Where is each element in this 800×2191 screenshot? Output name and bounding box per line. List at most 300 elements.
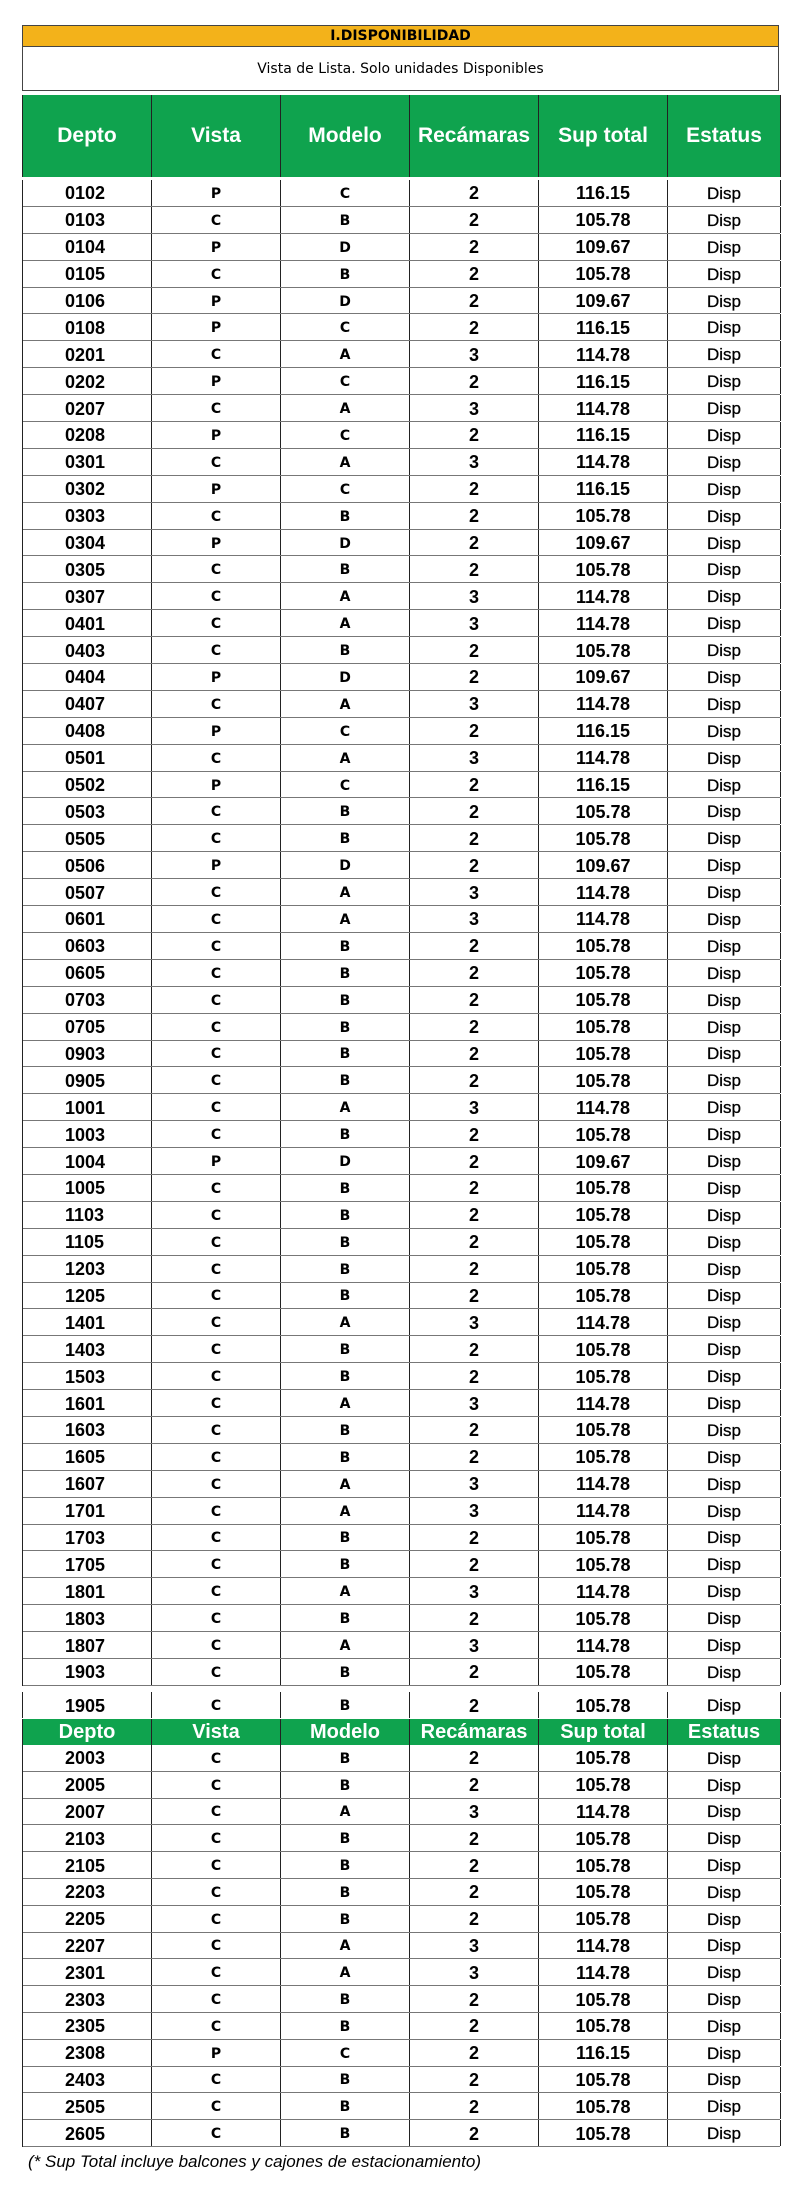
cell-estatus: Disp [668, 476, 781, 502]
cell-depto: 0905 [23, 1067, 152, 1093]
cell-recamaras: 2 [410, 234, 539, 260]
cell-depto: 2505 [23, 2093, 152, 2119]
cell-depto: 0407 [23, 691, 152, 717]
cell-depto: 0103 [23, 207, 152, 233]
cell-depto: 0603 [23, 933, 152, 959]
cell-sup-total: 109.67 [539, 1148, 668, 1174]
cell-recamaras: 2 [410, 1551, 539, 1577]
cell-estatus: Disp [668, 906, 781, 932]
cell-depto: 0601 [23, 906, 152, 932]
cell-sup-total: 105.78 [539, 1121, 668, 1147]
table-row [23, 1632, 780, 1659]
cell-sup-total: 114.78 [539, 1933, 668, 1959]
cell-depto: 2205 [23, 1906, 152, 1932]
cell-vista: C [152, 1014, 281, 1040]
table-row [23, 691, 780, 718]
cell-recamaras: 2 [410, 1121, 539, 1147]
cell-estatus: Disp [668, 1417, 781, 1443]
document-title: I.DISPONIBILIDAD [22, 25, 779, 47]
cell-sup-total: 105.78 [539, 1444, 668, 1470]
cell-recamaras: 2 [410, 503, 539, 529]
cell-modelo: D [281, 288, 410, 314]
cell-vista: C [152, 583, 281, 609]
cell-depto: 1703 [23, 1525, 152, 1551]
cell-vista: P [152, 1148, 281, 1174]
cell-estatus: Disp [668, 180, 781, 206]
cell-sup-total: 116.15 [539, 314, 668, 340]
cell-vista: C [152, 1363, 281, 1389]
cell-estatus: Disp [668, 1444, 781, 1470]
cell-depto: 2403 [23, 2067, 152, 2093]
cell-sup-total: 114.78 [539, 879, 668, 905]
cell-vista: C [152, 2120, 281, 2146]
cell-recamaras: 2 [410, 772, 539, 798]
cell-estatus: Disp [668, 1825, 781, 1851]
header-modelo: Modelo [281, 1719, 410, 1745]
cell-recamaras: 3 [410, 1578, 539, 1604]
cell-vista: C [152, 1121, 281, 1147]
cell-modelo: C [281, 422, 410, 448]
cell-sup-total: 114.78 [539, 1578, 668, 1604]
table-row [23, 1014, 780, 1041]
cell-sup-total: 109.67 [539, 852, 668, 878]
cell-modelo: B [281, 2093, 410, 2119]
cell-recamaras: 2 [410, 987, 539, 1013]
cell-depto: 0302 [23, 476, 152, 502]
cell-modelo: A [281, 879, 410, 905]
cell-modelo: A [281, 1471, 410, 1497]
cell-vista: C [152, 1852, 281, 1878]
cell-modelo: B [281, 1879, 410, 1905]
cell-recamaras: 2 [410, 207, 539, 233]
table-row [23, 1067, 780, 1094]
cell-depto: 2303 [23, 1986, 152, 2012]
cell-depto: 0301 [23, 449, 152, 475]
cell-depto: 1503 [23, 1363, 152, 1389]
cell-depto: 1701 [23, 1498, 152, 1524]
cell-modelo: C [281, 314, 410, 340]
cell-modelo: A [281, 745, 410, 771]
cell-vista: C [152, 261, 281, 287]
cell-depto: 0501 [23, 745, 152, 771]
cell-recamaras: 2 [410, 852, 539, 878]
table-row [23, 368, 780, 395]
cell-estatus: Disp [668, 234, 781, 260]
cell-sup-total: 105.78 [539, 1659, 668, 1685]
cell-recamaras: 2 [410, 664, 539, 690]
table-row [23, 395, 780, 422]
cell-estatus: Disp [668, 798, 781, 824]
cell-vista: C [152, 1067, 281, 1093]
cell-estatus: Disp [668, 1067, 781, 1093]
cell-depto: 1005 [23, 1175, 152, 1201]
cell-vista: P [152, 288, 281, 314]
cell-recamaras: 2 [410, 1906, 539, 1932]
cell-modelo: D [281, 234, 410, 260]
cell-sup-total: 105.78 [539, 825, 668, 851]
cell-depto: 2007 [23, 1799, 152, 1825]
table-body-page2 [22, 1745, 780, 2147]
cell-sup-total: 105.78 [539, 1551, 668, 1577]
cell-sup-total: 105.78 [539, 556, 668, 582]
cell-vista: C [152, 1825, 281, 1851]
cell-sup-total: 114.78 [539, 1498, 668, 1524]
cell-estatus: Disp [668, 261, 781, 287]
cell-vista: C [152, 556, 281, 582]
table-header-repeat [22, 1719, 780, 1745]
cell-depto: 1803 [23, 1605, 152, 1631]
cell-estatus: Disp [668, 1094, 781, 1120]
cell-estatus: Disp [668, 610, 781, 636]
cell-sup-total: 114.78 [539, 395, 668, 421]
cell-recamaras: 2 [410, 1852, 539, 1878]
cell-recamaras: 2 [410, 933, 539, 959]
cell-vista: C [152, 1745, 281, 1771]
cell-depto: 0202 [23, 368, 152, 394]
table-row [23, 1121, 780, 1148]
cell-vista: C [152, 1283, 281, 1309]
cell-depto: 1203 [23, 1256, 152, 1282]
cell-vista: P [152, 422, 281, 448]
cell-depto: 2305 [23, 2013, 152, 2039]
header-estatus: Estatus [668, 95, 781, 177]
cell-vista: C [152, 1417, 281, 1443]
cell-sup-total: 116.15 [539, 180, 668, 206]
cell-recamaras: 2 [410, 798, 539, 824]
table-row [23, 341, 780, 368]
cell-modelo: A [281, 610, 410, 636]
table-row [23, 1175, 780, 1202]
cell-modelo: B [281, 1283, 410, 1309]
cell-depto: 0105 [23, 261, 152, 287]
cell-vista: C [152, 825, 281, 851]
cell-estatus: Disp [668, 1256, 781, 1282]
cell-modelo: C [281, 718, 410, 744]
cell-depto: 0403 [23, 637, 152, 663]
cell-sup-total: 105.78 [539, 1525, 668, 1551]
cell-sup-total: 116.15 [539, 718, 668, 744]
cell-sup-total: 114.78 [539, 610, 668, 636]
cell-modelo: B [281, 1336, 410, 1362]
table-row [23, 1525, 780, 1552]
cell-vista: C [152, 2093, 281, 2119]
cell-depto: 1603 [23, 1417, 152, 1443]
cell-vista: P [152, 718, 281, 744]
cell-sup-total: 109.67 [539, 288, 668, 314]
cell-recamaras: 2 [410, 1148, 539, 1174]
cell-vista: C [152, 1471, 281, 1497]
cell-depto: 1605 [23, 1444, 152, 1470]
cell-vista: C [152, 879, 281, 905]
cell-depto: 0401 [23, 610, 152, 636]
cell-modelo: B [281, 1229, 410, 1255]
table-row [23, 933, 780, 960]
cell-vista: C [152, 798, 281, 824]
cell-depto: 0207 [23, 395, 152, 421]
cell-estatus: Disp [668, 2067, 781, 2093]
cell-sup-total: 116.15 [539, 476, 668, 502]
table-header [22, 95, 780, 177]
cell-estatus: Disp [668, 1471, 781, 1497]
cell-recamaras: 3 [410, 1959, 539, 1985]
table-row [23, 745, 780, 772]
cell-vista: C [152, 960, 281, 986]
cell-recamaras: 2 [410, 2067, 539, 2093]
cell-sup-total: 105.78 [539, 2120, 668, 2146]
cell-sup-total: 114.78 [539, 1471, 668, 1497]
cell-vista: C [152, 1229, 281, 1255]
cell-estatus: Disp [668, 1772, 781, 1798]
cell-vista: C [152, 1175, 281, 1201]
cell-estatus: Disp [668, 960, 781, 986]
cell-estatus: Disp [668, 341, 781, 367]
cell-recamaras: 3 [410, 879, 539, 905]
cell-modelo: B [281, 1551, 410, 1577]
cell-depto: 0605 [23, 960, 152, 986]
document-subtitle: Vista de Lista. Solo unidades Disponibles [22, 47, 779, 91]
cell-sup-total: 114.78 [539, 1632, 668, 1658]
cell-depto: 1401 [23, 1309, 152, 1335]
cell-depto: 1705 [23, 1551, 152, 1577]
cell-modelo: B [281, 1745, 410, 1771]
cell-recamaras: 2 [410, 2120, 539, 2146]
cell-modelo: B [281, 1852, 410, 1878]
cell-estatus: Disp [668, 1745, 781, 1771]
table-body-page1 [22, 180, 780, 1686]
cell-estatus: Disp [668, 1578, 781, 1604]
cell-vista: C [152, 1772, 281, 1798]
cell-vista: C [152, 2013, 281, 2039]
header-modelo: Modelo [281, 95, 410, 177]
cell-modelo: B [281, 1041, 410, 1067]
table-row [23, 2067, 780, 2094]
cell-recamaras: 3 [410, 395, 539, 421]
cell-modelo: B [281, 1175, 410, 1201]
cell-estatus: Disp [668, 1632, 781, 1658]
cell-sup-total: 114.78 [539, 691, 668, 717]
table-row [23, 2013, 780, 2040]
table-row [23, 1390, 780, 1417]
cell-depto: 1903 [23, 1659, 152, 1685]
table-row [23, 1906, 780, 1933]
table-row [23, 1471, 780, 1498]
cell-modelo: B [281, 1605, 410, 1631]
cell-estatus: Disp [668, 583, 781, 609]
cell-vista: C [152, 987, 281, 1013]
table-row [23, 987, 780, 1014]
header-vista: Vista [152, 1719, 281, 1745]
cell-sup-total: 109.67 [539, 664, 668, 690]
cell-vista: C [152, 1605, 281, 1631]
cell-vista: C [152, 503, 281, 529]
table-row [23, 1551, 780, 1578]
table-row [23, 825, 780, 852]
cell-depto: 0307 [23, 583, 152, 609]
cell-modelo: B [281, 960, 410, 986]
cell-sup-total: 116.15 [539, 772, 668, 798]
cell-sup-total: 114.78 [539, 583, 668, 609]
cell-modelo: A [281, 1959, 410, 1985]
table-row [23, 610, 780, 637]
cell-modelo: B [281, 1256, 410, 1282]
cell-estatus: Disp [668, 1283, 781, 1309]
table-row [23, 288, 780, 315]
cell-depto: 0507 [23, 879, 152, 905]
cell-recamaras: 3 [410, 1933, 539, 1959]
cell-depto: 1004 [23, 1148, 152, 1174]
cell-sup-total: 105.78 [539, 503, 668, 529]
cell-recamaras: 2 [410, 2013, 539, 2039]
cell-vista: C [152, 1309, 281, 1335]
cell-estatus: Disp [668, 718, 781, 744]
cell-sup-total: 105.78 [539, 987, 668, 1013]
cell-modelo: B [281, 1659, 410, 1685]
cell-recamaras: 2 [410, 1175, 539, 1201]
cell-estatus: Disp [668, 1879, 781, 1905]
cell-recamaras: 3 [410, 449, 539, 475]
cell-estatus: Disp [668, 288, 781, 314]
cell-depto: 0705 [23, 1014, 152, 1040]
cell-estatus: Disp [668, 1041, 781, 1067]
cell-depto: 2207 [23, 1933, 152, 1959]
table-row [23, 1444, 780, 1471]
cell-sup-total: 114.78 [539, 449, 668, 475]
cell-vista: C [152, 1578, 281, 1604]
cell-sup-total: 105.78 [539, 261, 668, 287]
cell-sup-total: 105.78 [539, 798, 668, 824]
header-depto: Depto [23, 1719, 152, 1745]
cell-modelo: B [281, 933, 410, 959]
cell-recamaras: 2 [410, 1825, 539, 1851]
cell-recamaras: 2 [410, 718, 539, 744]
cell-estatus: Disp [668, 2040, 781, 2066]
cell-depto: 0104 [23, 234, 152, 260]
cell-recamaras: 3 [410, 1471, 539, 1497]
table-row [23, 234, 780, 261]
cell-estatus: Disp [668, 1605, 781, 1631]
cell-recamaras: 2 [410, 1336, 539, 1362]
cell-estatus: Disp [668, 395, 781, 421]
cell-depto: 0404 [23, 664, 152, 690]
cell-modelo: C [281, 2040, 410, 2066]
table-row [23, 1692, 780, 1718]
cell-recamaras: 2 [410, 2040, 539, 2066]
cell-vista: C [152, 1632, 281, 1658]
cell-modelo: A [281, 691, 410, 717]
cell-sup-total: 105.78 [539, 2013, 668, 2039]
cell-modelo: B [281, 987, 410, 1013]
cell-estatus: Disp [668, 1390, 781, 1416]
cell-vista: P [152, 2040, 281, 2066]
cell-recamaras: 3 [410, 745, 539, 771]
cell-recamaras: 3 [410, 1390, 539, 1416]
cell-estatus: Disp [668, 530, 781, 556]
cell-modelo: A [281, 395, 410, 421]
cell-recamaras: 2 [410, 556, 539, 582]
cell-estatus: Disp [668, 1121, 781, 1147]
cell-recamaras: 2 [410, 1229, 539, 1255]
cell-sup-total: 105.78 [539, 637, 668, 663]
cell-sup-total: 105.78 [539, 1852, 668, 1878]
table-row [23, 449, 780, 476]
cell-modelo: A [281, 1632, 410, 1658]
table-row [23, 1229, 780, 1256]
cell-estatus: Disp [668, 1933, 781, 1959]
cell-modelo: D [281, 530, 410, 556]
cell-recamaras: 2 [410, 1014, 539, 1040]
table-row [23, 960, 780, 987]
cell-depto: 2103 [23, 1825, 152, 1851]
cell-modelo: B [281, 1692, 410, 1718]
table-row [23, 1959, 780, 1986]
cell-depto: 1607 [23, 1471, 152, 1497]
cell-estatus: Disp [668, 1551, 781, 1577]
cell-modelo: B [281, 1014, 410, 1040]
cell-estatus: Disp [668, 1175, 781, 1201]
cell-modelo: B [281, 1363, 410, 1389]
cell-modelo: B [281, 798, 410, 824]
cell-vista: C [152, 1551, 281, 1577]
cell-estatus: Disp [668, 1525, 781, 1551]
cell-estatus: Disp [668, 1229, 781, 1255]
cell-recamaras: 3 [410, 1309, 539, 1335]
cell-depto: 0903 [23, 1041, 152, 1067]
table-body-carry [22, 1692, 780, 1718]
cell-sup-total: 114.78 [539, 745, 668, 771]
cell-vista: C [152, 1390, 281, 1416]
cell-modelo: A [281, 341, 410, 367]
cell-recamaras: 2 [410, 1067, 539, 1093]
footnote: (* Sup Total incluye balcones y cajones de estacionamiento) [28, 2152, 481, 2171]
cell-depto: 0303 [23, 503, 152, 529]
cell-recamaras: 2 [410, 1692, 539, 1718]
cell-recamaras: 3 [410, 1632, 539, 1658]
table-row [23, 1202, 780, 1229]
cell-recamaras: 2 [410, 422, 539, 448]
cell-modelo: C [281, 368, 410, 394]
cell-depto: 0201 [23, 341, 152, 367]
cell-modelo: C [281, 772, 410, 798]
cell-depto: 2301 [23, 1959, 152, 1985]
cell-vista: C [152, 449, 281, 475]
cell-estatus: Disp [668, 2093, 781, 2119]
table-row [23, 1336, 780, 1363]
cell-vista: C [152, 691, 281, 717]
cell-estatus: Disp [668, 1336, 781, 1362]
cell-sup-total: 114.78 [539, 1799, 668, 1825]
cell-sup-total: 105.78 [539, 1283, 668, 1309]
cell-modelo: B [281, 2120, 410, 2146]
cell-recamaras: 2 [410, 288, 539, 314]
cell-modelo: B [281, 1772, 410, 1798]
cell-estatus: Disp [668, 2120, 781, 2146]
cell-estatus: Disp [668, 879, 781, 905]
cell-vista: C [152, 1959, 281, 1985]
cell-depto: 2005 [23, 1772, 152, 1798]
cell-vista: C [152, 1659, 281, 1685]
cell-modelo: B [281, 503, 410, 529]
cell-modelo: B [281, 1444, 410, 1470]
cell-estatus: Disp [668, 1692, 781, 1718]
cell-vista: C [152, 1525, 281, 1551]
cell-vista: P [152, 664, 281, 690]
cell-depto: 0503 [23, 798, 152, 824]
header-recamaras: Recámaras [410, 95, 539, 177]
cell-vista: P [152, 368, 281, 394]
cell-recamaras: 3 [410, 341, 539, 367]
cell-recamaras: 3 [410, 1799, 539, 1825]
cell-vista: C [152, 1094, 281, 1120]
